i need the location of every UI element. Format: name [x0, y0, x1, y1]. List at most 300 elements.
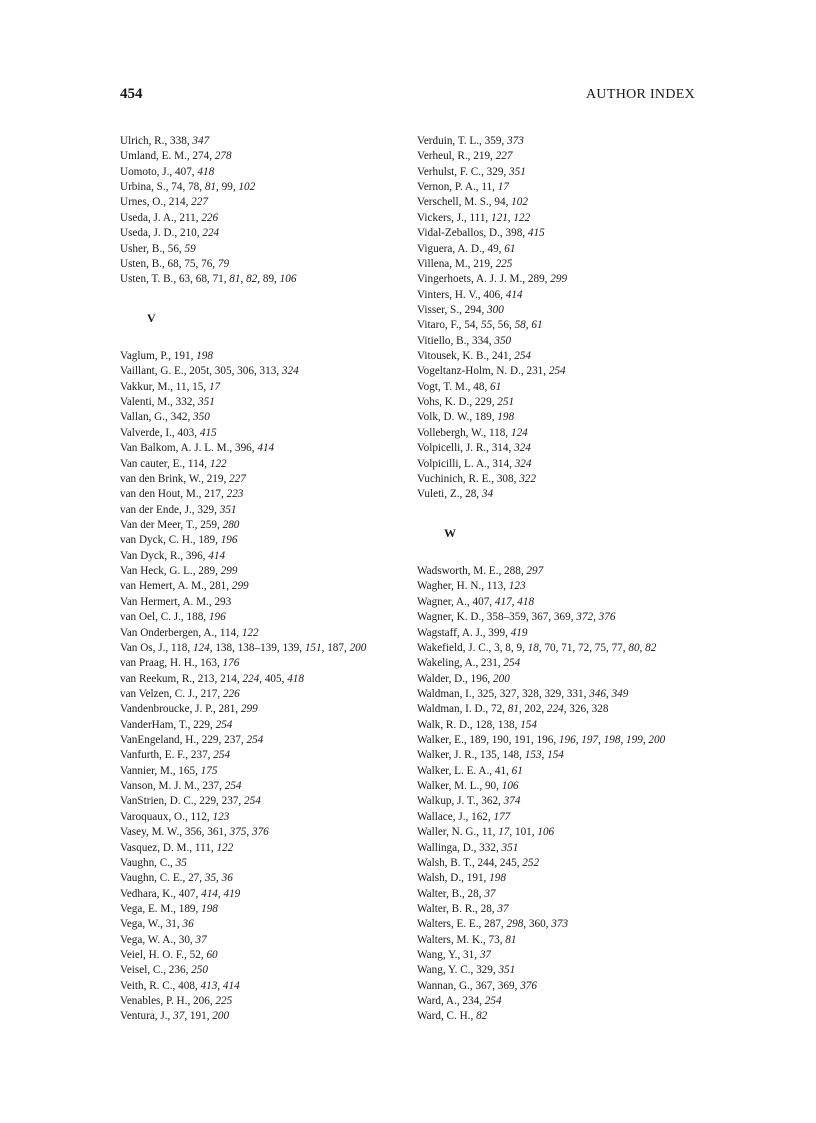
reference-page: 373 [507, 135, 524, 147]
citation-page: 111 [194, 841, 211, 854]
citation-page: 138 [215, 641, 233, 654]
citation-page: 196 [536, 734, 554, 747]
index-letter-heading: W [444, 525, 456, 540]
citation-page: 405 [264, 672, 282, 685]
author-name: Urnes, O. [120, 196, 164, 209]
author-name: Vedhara, K. [120, 887, 174, 900]
author-name: Vernon, P. A. [417, 181, 476, 194]
reference-page: 198 [489, 872, 506, 885]
citation-page: 362 [481, 795, 499, 808]
reference-page: 198 [201, 902, 218, 915]
citation-page: 205t [189, 365, 210, 378]
reference-page: 413 [200, 979, 218, 992]
citation-page: 231 [481, 657, 498, 670]
citation-page: 289 [527, 273, 545, 286]
citation-page: 189 [198, 534, 216, 547]
index-entry: Waller, N. G., 11, 17, 101, 106 [417, 826, 555, 839]
reference-page: 35 [204, 872, 217, 885]
reference-page: 82 [246, 273, 258, 286]
reference-page: 324 [281, 365, 299, 378]
citation-page: 112 [190, 810, 207, 823]
author-name: Visser, S. [417, 303, 460, 316]
reference-page: 175 [200, 764, 218, 777]
reference-page: 349 [611, 687, 629, 700]
reference-page: 224 [242, 672, 260, 685]
citation-page: 41 [494, 764, 507, 777]
index-entry: Van Dyck, R., 396, 414 [120, 549, 226, 562]
author-name: Vaughn, C. E. [120, 872, 183, 885]
author-name: Vandenbroucke, J. P. [120, 703, 213, 716]
index-entry: Vega, E. M., 189, 198 [120, 902, 218, 915]
author-name: Veiel, H. O. F. [120, 949, 185, 962]
reference-page: 254 [215, 718, 233, 731]
author-name: Walker, M. L. [417, 780, 480, 793]
index-entry: Vaillant, G. E., 205t, 305, 306, 313, 324 [120, 365, 299, 378]
author-name: Ward, A. [417, 995, 457, 1008]
citation-page: 214 [168, 196, 186, 209]
reference-page: 80 [628, 641, 640, 654]
reference-page: 351 [501, 841, 519, 854]
index-entry: Ward, C. H., 82 [417, 1010, 488, 1023]
citation-page: 234 [462, 995, 480, 1008]
index-entry: Vinters, H. V., 406, 414 [417, 288, 523, 301]
citation-page: 89 [262, 273, 275, 286]
reference-page: 176 [222, 657, 240, 670]
reference-page: 225 [215, 995, 233, 1008]
index-entry: Van Onderbergen, A., 114, 122 [120, 626, 259, 639]
citation-page: 332 [479, 841, 496, 854]
reference-page: 254 [503, 657, 521, 670]
reference-page: 79 [217, 257, 230, 270]
citation-page: 191 [189, 1010, 207, 1023]
author-name: Verschell, M. S. [417, 196, 489, 209]
reference-page: 177 [493, 810, 511, 823]
reference-page: 224 [546, 703, 564, 716]
reference-page: 414 [257, 442, 275, 455]
reference-page: 61 [511, 764, 523, 777]
reference-page: 198 [497, 411, 515, 424]
citation-page: 329 [476, 964, 493, 977]
citation-page: 236 [168, 964, 186, 977]
running-head: AUTHOR INDEX [586, 87, 695, 102]
reference-page: 414 [222, 979, 240, 992]
index-entry: Wang, Y., 31, 37 [417, 949, 491, 962]
index-entry: Usher, B., 56, 59 [120, 242, 196, 255]
author-name: Vitousek, K. B. [417, 350, 487, 363]
index-entry: van Reekum, R., 213, 214, 224, 405, 418 [120, 672, 304, 685]
index-entry: Ward, A., 234, 254 [417, 995, 502, 1008]
citation-page: 128 [475, 718, 493, 731]
index-entry: Walsh, B. T., 244, 245, 252 [417, 856, 540, 869]
citation-page: 305 [214, 365, 232, 378]
author-name: Vingerhoets, A. J. J. M. [417, 273, 523, 286]
reference-page: 61 [531, 319, 543, 332]
citation-page: 148 [502, 749, 520, 762]
index-column-right [417, 134, 707, 1025]
index-entry: Vickers, J., 111, 121, 122 [417, 211, 531, 224]
reference-page: 200 [648, 734, 666, 747]
author-name: van den Hout, M. [120, 488, 199, 501]
reference-page: 82 [476, 1010, 488, 1023]
author-name: Wagstaff, A. J. [417, 626, 483, 639]
index-entry: Volpicelli, J. R., 314, 324 [417, 442, 531, 455]
author-name: Wang, Y. C. [417, 964, 471, 977]
index-entry: Vitiello, B., 334, 350 [417, 334, 512, 347]
reference-page: 55 [481, 319, 493, 332]
reference-page: 324 [514, 457, 532, 470]
citation-page: 396 [185, 549, 203, 562]
index-entry: Vaughn, C. E., 27, 35, 36 [120, 872, 233, 885]
author-name: Volpicilli, L. A. [417, 457, 487, 470]
reference-page: 196 [208, 611, 226, 624]
index-entry: Vasey, M. W., 356, 361, 375, 376 [120, 826, 269, 839]
index-entry: Venables, P. H., 206, 225 [120, 995, 233, 1008]
citation-page: 11 [481, 826, 493, 839]
reference-page: 37 [479, 949, 491, 962]
index-entry: Wallace, J., 162, 177 [417, 810, 511, 823]
reference-page: 278 [214, 150, 232, 163]
index-entry: Wagner, A., 407, 417, 418 [417, 595, 535, 608]
citation-page: 306 [237, 365, 254, 378]
reference-page: 17 [208, 380, 221, 393]
reference-page: 17 [498, 826, 510, 839]
index-entry: Vohs, K. D., 229, 251 [417, 396, 515, 409]
author-name: Walsh, B. T. [417, 856, 472, 869]
citation-page: 68 [167, 257, 179, 270]
reference-page: 418 [287, 672, 304, 685]
author-name: van Velzen, C. J. [120, 687, 195, 700]
citation-page: 138–139 [237, 641, 277, 654]
reference-page: 35 [175, 856, 187, 869]
index-entry: Wakeling, A., 231, 254 [417, 657, 521, 670]
citation-page: 210 [179, 227, 197, 240]
citation-page: 8 [505, 641, 511, 654]
citation-page: 71 [212, 273, 224, 286]
reference-page: 102 [238, 181, 256, 194]
citation-page: 219 [206, 472, 224, 485]
reference-page: 227 [229, 472, 246, 485]
index-entry: Vingerhoets, A. J. J. M., 289, 299 [417, 273, 568, 286]
index-entry: VanderHam, T., 229, 254 [120, 718, 233, 731]
author-name: Van Os, J. [120, 641, 166, 654]
reference-page: 300 [487, 303, 504, 316]
index-entry: Walk, R. D., 128, 138, 154 [417, 718, 537, 731]
reference-page: 350 [193, 411, 210, 424]
index-entry: Vitaro, F., 54, 55, 56, 58, 61 [417, 319, 543, 332]
author-name: Van Dyck, R. [120, 549, 181, 562]
author-name: Verduin, T. L. [417, 135, 480, 147]
index-entry: Uomoto, J., 407, 418 [120, 165, 215, 178]
author-name: Vidal-Zeballos, D. [417, 227, 500, 240]
citation-page: 399 [488, 626, 506, 639]
index-entry: Vitousek, K. B., 241, 254 [417, 350, 531, 363]
author-name: Wagner, K. D. [417, 611, 482, 624]
citation-page: 245 [499, 856, 517, 869]
reference-page: 299 [231, 580, 249, 593]
citation-page: 332 [175, 396, 193, 409]
citation-page: 328 [591, 703, 609, 716]
citation-page: 139 [282, 641, 300, 654]
reference-page: 351 [498, 964, 516, 977]
citation-page: 191 [514, 734, 531, 747]
reference-page: 153 [524, 749, 542, 762]
reference-page: 324 [514, 442, 531, 455]
index-entry: Vuleti, Z., 28, 34 [417, 488, 494, 501]
index-entry: van den Brink, W., 219, 227 [120, 472, 246, 485]
citation-page: 398 [505, 227, 523, 240]
reference-page: 198 [603, 734, 621, 747]
author-name: Valverde, I. [120, 426, 172, 439]
reference-page: 350 [494, 334, 512, 347]
citation-page: 28 [465, 488, 477, 501]
citation-page: 338 [170, 135, 187, 147]
reference-page: 374 [503, 795, 521, 808]
author-name: Walder, D. [417, 672, 466, 685]
page-number: 454 [120, 86, 143, 102]
index-entry: van Praag, H. H., 163, 176 [120, 657, 240, 670]
reference-page: 252 [522, 856, 540, 869]
citation-page: 56 [497, 319, 509, 332]
index-entry: Van der Meer, T., 259, 280 [120, 518, 240, 531]
citation-page: 189 [178, 902, 196, 915]
reference-page: 254 [484, 995, 502, 1008]
reference-page: 36 [221, 872, 233, 885]
author-name: Wakefield, J. C. [417, 641, 489, 654]
author-name: van Oel, C. J. [120, 611, 181, 624]
citation-page: 367 [475, 979, 493, 992]
citation-page: 114 [219, 626, 237, 639]
index-entry: Vega, W. A., 30, 37 [120, 933, 207, 946]
citation-page: 68 [195, 273, 207, 286]
citation-page: 77 [611, 641, 623, 654]
author-name: Volpicelli, J. R. [417, 442, 487, 455]
reference-page: 414 [201, 887, 218, 900]
author-name: Waller, N. G. [417, 826, 477, 839]
author-name: Walter, B. [417, 887, 462, 900]
reference-page: 197 [581, 734, 599, 747]
index-entry: Vogt, T. M., 48, 61 [417, 380, 502, 393]
author-name: Van Onderbergen, A. [120, 626, 215, 639]
author-name: Vollebergh, W. [417, 426, 484, 439]
citation-page: 28 [480, 902, 492, 915]
index-entry: Valverde, I., 403, 415 [120, 426, 217, 439]
citation-page: 308 [496, 472, 514, 485]
reference-page: 299 [240, 703, 258, 716]
reference-page: 351 [509, 165, 526, 178]
author-name: VanStrien, D. C. [120, 795, 194, 808]
index-entry: Volpicilli, L. A., 314, 324 [417, 457, 532, 470]
citation-page: 281 [209, 580, 227, 593]
reference-page: 61 [504, 242, 516, 255]
index-entry: VanStrien, D. C., 229, 237, 254 [120, 795, 261, 808]
citation-page: 3 [494, 641, 500, 654]
citation-page: 56 [167, 242, 179, 255]
author-name: Vanfurth, E. F. [120, 749, 186, 762]
index-entry: Usten, B., 68, 75, 76, 79 [120, 257, 230, 270]
reference-page: 418 [197, 165, 215, 178]
reference-page: 225 [495, 257, 513, 270]
author-name: Uomoto, J. [120, 165, 170, 178]
reference-page: 36 [182, 918, 194, 931]
citation-page: 54 [464, 319, 476, 332]
reference-page: 414 [505, 288, 523, 301]
reference-page: 200 [212, 1010, 230, 1023]
reference-page: 17 [497, 181, 509, 194]
author-name: van den Brink, W. [120, 472, 202, 485]
author-name: VanderHam, T. [120, 718, 188, 731]
index-entry: Walters, M. K., 73, 81 [417, 933, 517, 946]
author-name: Volk, D. W. [417, 411, 470, 424]
citation-page: 342 [170, 411, 188, 424]
index-entry: Wakefield, J. C., 3, 8, 9, 18, 70, 71, 72, 75, 77, 80, 82 [417, 641, 657, 654]
citation-page: 138 [497, 718, 515, 731]
author-name: Walsh, D. [417, 872, 462, 885]
index-entry: Verschell, M. S., 94, 102 [417, 196, 528, 209]
author-name: van der Ende, J. [120, 503, 192, 516]
index-entry: Verhulst, F. C., 329, 351 [417, 165, 526, 178]
citation-page: 356 [184, 826, 202, 839]
citation-page: 361 [207, 826, 224, 839]
index-entry: Vogeltanz-Holm, N. D., 231, 254 [417, 365, 566, 378]
reference-page: 419 [510, 626, 528, 639]
citation-page: 244 [477, 856, 495, 869]
index-entry: Ulrich, R., 338, 347 [120, 135, 210, 147]
citation-page: 211 [179, 211, 196, 224]
index-entry: VanEngeland, H., 229, 237, 254 [120, 734, 264, 747]
author-name: Varoquaux, O. [120, 810, 185, 823]
citation-page: 27 [188, 872, 200, 885]
reference-page: 200 [493, 672, 510, 685]
index-entry: Vidal-Zeballos, D., 398, 415 [417, 227, 545, 240]
reference-page: 34 [481, 488, 494, 501]
author-name: Urbina, S. [120, 181, 166, 194]
citation-page: 237 [190, 749, 208, 762]
reference-page: 415 [527, 227, 545, 240]
citation-page: 78 [188, 181, 200, 194]
reference-page: 376 [598, 611, 616, 624]
citation-page: 72 [578, 641, 590, 654]
author-name: Verheul, R. [417, 150, 468, 163]
reference-page: 299 [220, 565, 238, 578]
author-name: Van Hermert, A. M. [120, 595, 209, 608]
citation-page: 214 [220, 672, 237, 685]
author-name: Wallinga, D. [417, 841, 474, 854]
index-entry: Wallinga, D., 332, 351 [417, 841, 519, 854]
reference-page: 81 [507, 703, 519, 716]
reference-page: 351 [219, 503, 237, 516]
author-name: Verhulst, F. C. [417, 165, 482, 178]
index-entry: Veisel, C., 236, 250 [120, 964, 208, 977]
index-entry: Walkup, J. T., 362, 374 [417, 795, 521, 808]
author-name: Useda, J. D. [120, 227, 175, 240]
author-name: Vaillant, G. E. [120, 365, 184, 378]
citation-page: 28 [467, 887, 479, 900]
author-name: Vinters, H. V. [417, 288, 478, 301]
citation-page: 202 [524, 703, 542, 716]
citation-page: 217 [204, 488, 221, 501]
index-entry: Van Heck, G. L., 289, 299 [120, 565, 238, 578]
index-entry: Valenti, M., 332, 351 [120, 396, 215, 409]
reference-page: 60 [206, 949, 218, 962]
index-column-left [120, 134, 410, 1025]
citation-page: 217 [200, 687, 218, 700]
reference-page: 124 [510, 426, 528, 439]
citation-page: 229 [193, 718, 210, 731]
author-name: Vega, W. A. [120, 933, 174, 946]
reference-page: 58 [514, 319, 526, 332]
index-entry: Waldman, I., 325, 327, 328, 329, 331, 346, 349 [417, 687, 629, 700]
reference-page: 198 [196, 350, 213, 363]
index-entry: Usten, T. B., 63, 68, 71, 81, 82, 89, 106 [120, 273, 297, 286]
index-entry: Vernon, P. A., 11, 17 [417, 181, 509, 194]
citation-page: 313 [259, 365, 277, 378]
citation-page: 11 [481, 181, 493, 194]
reference-page: 298 [506, 918, 524, 931]
citation-page: 329 [544, 687, 562, 700]
author-name: Waldman, I. D. [417, 703, 486, 716]
author-name: Wadsworth, M. E. [417, 565, 499, 578]
citation-page: 219 [473, 257, 490, 270]
citation-page: 101 [514, 826, 532, 839]
index-entry: Wagstaff, A. J., 399, 419 [417, 626, 528, 639]
citation-page: 229 [201, 734, 219, 747]
citation-page: 213 [197, 672, 215, 685]
index-entry: Vollebergh, W., 118, 124 [417, 426, 528, 439]
reference-page: 122 [209, 457, 227, 470]
reference-page: 81 [229, 273, 241, 286]
index-entry: Walder, D., 196, 200 [417, 672, 510, 685]
citation-page: 94 [494, 196, 506, 209]
reference-page: 123 [212, 810, 230, 823]
reference-page: 196 [220, 534, 238, 547]
citation-page: 288 [504, 565, 521, 578]
index-entry: van Hemert, A. M., 281, 299 [120, 580, 249, 593]
author-name: Wallace, J. [417, 810, 466, 823]
index-entry: Ventura, J., 37, 191, 200 [120, 1010, 230, 1023]
reference-page: 106 [501, 780, 519, 793]
citation-page: 289 [198, 565, 216, 578]
reference-page: 372 [576, 611, 594, 624]
author-name: Vogt, T. M. [417, 380, 468, 393]
reference-page: 254 [224, 780, 242, 793]
citation-page: 206 [193, 995, 210, 1008]
citation-page: 31 [165, 918, 177, 931]
author-name: Useda, J. A. [120, 211, 174, 224]
author-name: Viguera, A. D. [417, 242, 482, 255]
author-name: Wakeling, A. [417, 657, 476, 670]
citation-page: 369 [497, 979, 515, 992]
citation-page: 229 [474, 396, 492, 409]
reference-page: 250 [191, 964, 208, 977]
reference-page: 200 [349, 641, 367, 654]
reference-page: 299 [550, 273, 568, 286]
citation-page: 52 [189, 949, 201, 962]
citation-page: 74 [171, 181, 183, 194]
author-name: Vasey, M. W. [120, 826, 180, 839]
index-entry: Walter, B., 28, 37 [417, 887, 496, 900]
citation-page: 359 [484, 135, 502, 147]
reference-page: 226 [201, 211, 219, 224]
citation-page: 369 [553, 611, 571, 624]
citation-page: 163 [200, 657, 217, 670]
citation-page: 31 [463, 949, 475, 962]
index-entry: Wannan, G., 367, 369, 376 [417, 979, 537, 992]
citation-page: 281 [218, 703, 236, 716]
reference-page: 82 [645, 641, 657, 654]
index-entry: Wadsworth, M. E., 288, 297 [417, 565, 544, 578]
citation-page: 165 [178, 764, 196, 777]
author-name: Waldman, I. [417, 687, 472, 700]
